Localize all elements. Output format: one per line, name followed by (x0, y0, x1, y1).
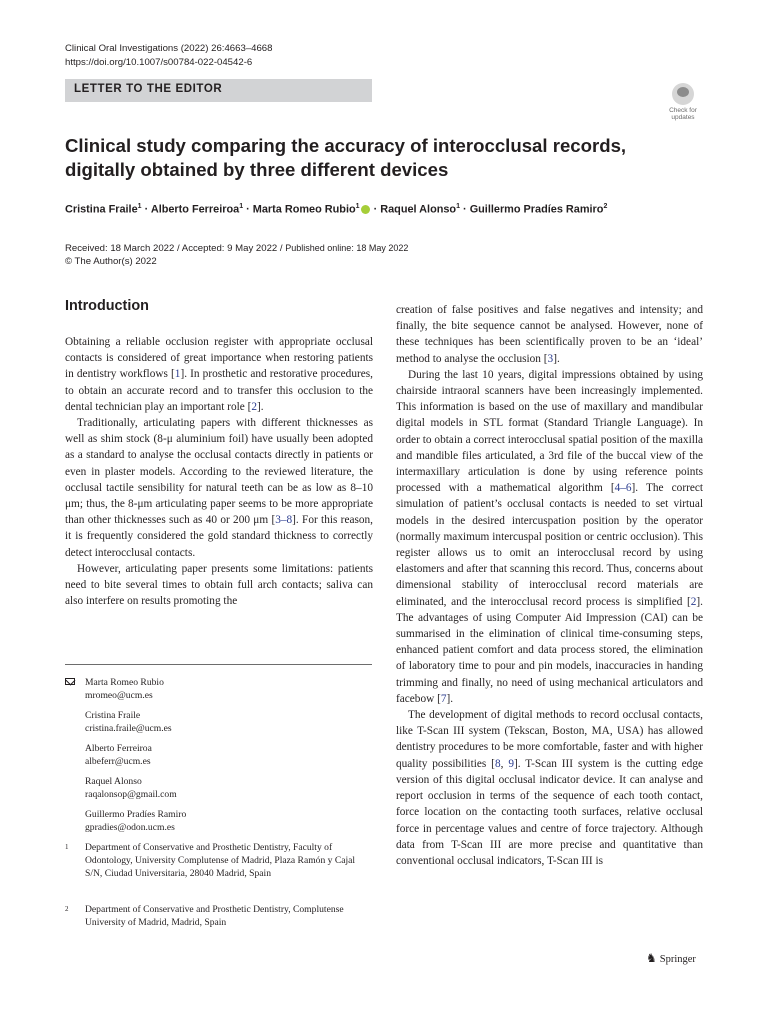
author-affiliation-mark: 1 (355, 203, 360, 210)
affiliation-number: 2 (65, 905, 69, 913)
paragraph: During the last 10 years, digital impressions obtained by using chairside intraoral scanners have been increasingly implemented. This information is based on the use of maxillary and mandibular digital models in STL format (Standard Triangle Language). In order to obtain a correct interocclusal spatial position of the maxilla and mandible files articulated, a 3rd file of the buccal view of the intermaxillary articulation is done by using reference points processed with a mathematical algorithm [4–6]. The correct simulation of patient’s occlusal contacts is needed to set virtual models in the desired intercuspation position by the operator (normally maximum intercuspal position or centric occlusion). This register allows us to omit an interocclusal record by using elastomers and after that scanning this record. Thus, concerns about dimensional stability of interocclusal record materials are eliminated, and the interocclusal record process is simplified [2]. The advantages of using Computer Aid Impression (CAI) can be summarised in the elimination of clinical time-consuming steps, enhanced patient comfort and data process stored, the elimination of laboratory time to pour and pin models, inaccuracies in handing trimming and finally, no need of using mechanical articulators and facebow [7]. (396, 368, 704, 705)
contact-entry (65, 808, 365, 834)
affiliation-text: Department of Conservative and Prosthetic Dentistry, Faculty of Odontology, University Complutense of Madrid, Plaza Ramón y Cajal S/N, Ciudad Universitaria, 28040 Madrid, Spain (85, 842, 356, 879)
contact-name: Cristina Fraile (85, 710, 141, 721)
author-name[interactable]: Cristina Fraile (65, 203, 138, 216)
contact-entry (65, 676, 365, 702)
author-affiliation-mark: 1 (239, 203, 244, 210)
contact-name: Alberto Ferreiroa (85, 743, 152, 754)
contact-email[interactable]: cristina.fraile@ucm.es (85, 723, 172, 734)
citation-link[interactable]: 2 (690, 595, 697, 608)
citation-link[interactable]: 3 (547, 352, 554, 365)
journal-header (65, 42, 272, 70)
section-heading: Introduction (65, 298, 149, 314)
affiliation-number: 1 (65, 843, 69, 851)
article-doi-link[interactable]: https://doi.org/10.1007/s00784-022-04542-6 (65, 57, 253, 68)
check-for-updates-icon (672, 83, 694, 105)
paragraph: However, articulating paper presents some limitations: patients need to bite several times to obtain full arch contacts; saliva can also interfere on results promoting the (65, 562, 373, 608)
orcid-icon[interactable] (361, 205, 370, 214)
publisher-logo (646, 951, 696, 966)
citation-link[interactable]: 9 (508, 757, 514, 770)
paragraph: creation of false positives and false negatives and intensity; and finally, the bite sequence cannot be analysed. However, none of these techniques has been scientifically proven to be an ‘ideal’ method to analyse the occlusion [3]. (396, 304, 703, 365)
contact-name: Guillermo Pradíes Ramiro (85, 809, 187, 820)
article-type-label: LETTER TO THE EDITOR (74, 83, 223, 95)
contact-entry (65, 775, 365, 801)
contact-name: Raquel Alonso (85, 776, 142, 787)
body-column-right (396, 302, 703, 869)
check-for-updates-badge[interactable] (664, 83, 702, 123)
springer-horse-icon: ♞ (646, 951, 657, 965)
affiliation-entry (65, 841, 365, 880)
contact-email[interactable]: mromeo@ucm.es (85, 690, 153, 701)
author-name[interactable]: Alberto Ferreiroa (150, 203, 240, 216)
contact-name: Marta Romeo Rubio (85, 677, 164, 688)
author-contacts (65, 676, 365, 841)
citation-link[interactable]: 4–6 (614, 482, 632, 495)
article-title: Clinical study comparing the accuracy of interocclusal records, digitally obtained by three different devices (65, 135, 627, 180)
paragraph: The development of digital methods to record occlusal contacts, like T-Scan III system (Tekscan, Boston, MA, USA) has allowed dentistry procedures to be more comfortable, faster and with higher quality possibilities [8, 9]. T-Scan III system is the cutting edge version of this digital occlusal indicator device. It can analyse and report occlusion in terms of the sequence of each tooth contact, force location on the contacting tooth surfaces, relative occlusal force in percentage values and centre of force trajectory. Although data from T-Scan III are more precise and quantitative than conventional occlusal indicators, T-Scan III is (396, 709, 703, 867)
citation-link[interactable]: 7 (440, 692, 447, 705)
citation-link[interactable]: 2 (251, 400, 257, 413)
body-column-left (65, 334, 373, 609)
received-accepted-dates: Received: 18 March 2022 / Accepted: 9 May 2022 / (65, 243, 286, 254)
citation-link[interactable]: 1 (174, 368, 181, 381)
article-type-banner (65, 79, 372, 102)
author-affiliation-mark: 1 (137, 203, 142, 210)
author-name[interactable]: Raquel Alonso (380, 203, 457, 216)
publisher-name: Springer (659, 954, 696, 965)
contact-email[interactable]: raqalonsop@gmail.com (85, 789, 177, 800)
copyright-line: © The Author(s) 2022 (65, 256, 157, 267)
author-name[interactable]: Guillermo Pradíes Ramiro (469, 203, 604, 216)
journal-citation: Clinical Oral Investigations (2022) 26:4663–4668 (65, 43, 273, 54)
contact-email[interactable]: albeferr@ucm.es (85, 756, 151, 767)
citation-link[interactable]: 8 (494, 757, 501, 770)
author-affiliation-mark: 1 (456, 203, 460, 210)
paragraph: Traditionally, articulating papers with different thicknesses as well as shim stock (8-μ aluminium foil) have usually been adopted as a standard to analyse the occlusal contacts directly in patients or even in plaster models. According to the reviewed literature, the occlusal tactile sensibility for natural teeth can be as low as 8–10 μm; thus, the 8-μm articulating paper seems to be more appropriate than other thicknesses such as 40 or 200 μm [3–8]. For this reason, it is frequently considered the gold standard thickness to correctly detect interocclusal contacts. (65, 417, 373, 559)
paragraph: Obtaining a reliable occlusion register with appropriate occlusal contacts is considered of great importance when restoring patients in dentistry workflows [1]. In prosthetic and restorative procedures, to obtain an accurate record and to transfer this occlusion to the dental technician play an important role [2]. (65, 336, 373, 413)
affiliation-entry (65, 903, 365, 929)
contact-entry (65, 742, 365, 768)
citation-link[interactable]: 3–8 (275, 514, 293, 527)
affiliation-text: Department of Conservative and Prosthetic Dentistry, Complutense University of Madrid, Madrid, Spain (85, 904, 344, 928)
check-for-updates-text: Check for updates (669, 107, 697, 121)
published-date: Published online: 18 May 2022 (285, 243, 409, 253)
envelope-icon (65, 678, 75, 685)
author-name[interactable]: Marta Romeo Rubio (252, 203, 356, 216)
author-list: Cristina Fraile$^1$ · Alberto Ferreiroa$^1$ · Marta Romeo Rubio$^1$ · Raquel Alonso$^1$ · Guillermo Pradíes Ramiro$^2$ (65, 203, 608, 216)
contact-entry (65, 709, 365, 735)
footnote-divider (65, 664, 372, 665)
article-dates (65, 242, 408, 268)
author-affiliation-mark: 2 (603, 203, 608, 210)
contact-email[interactable]: gpradies@odon.ucm.es (85, 822, 175, 833)
